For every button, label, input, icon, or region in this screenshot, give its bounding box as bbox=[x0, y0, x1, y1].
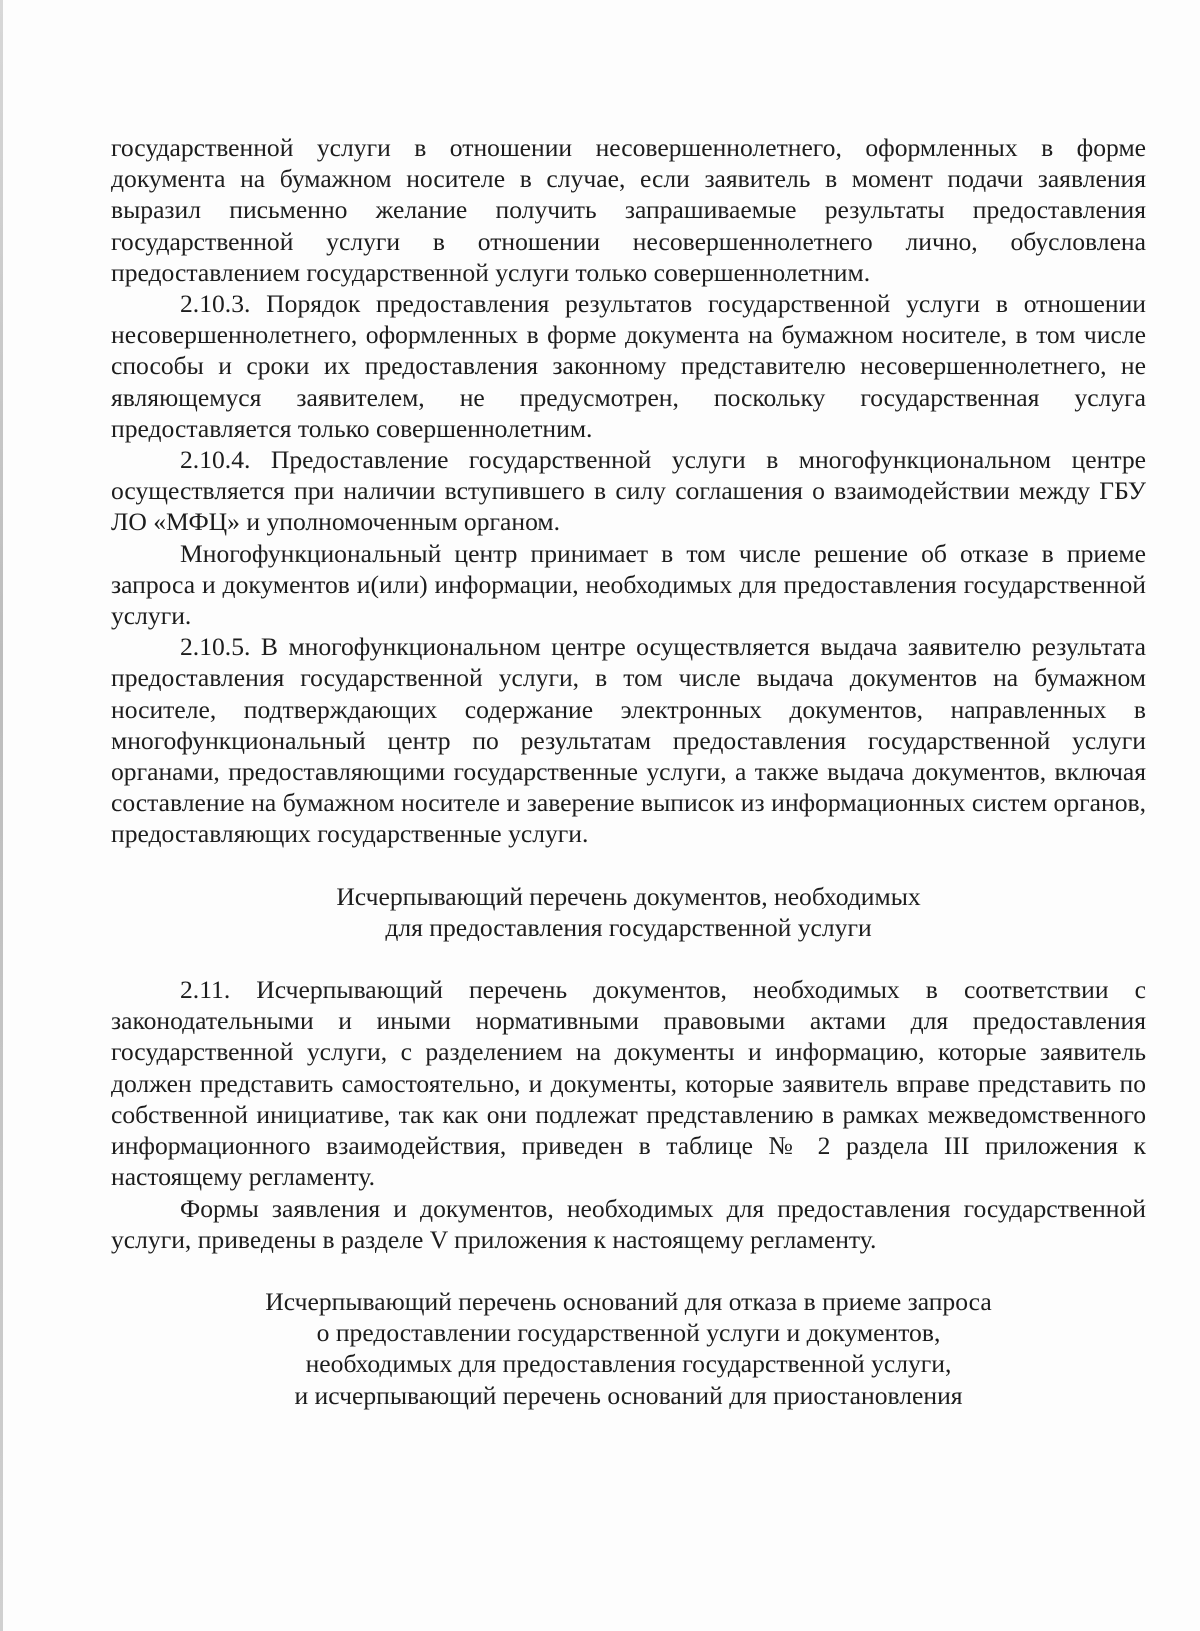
heading-line: Исчерпывающий перечень оснований для отказа в приеме запроса bbox=[265, 1286, 992, 1316]
section-heading-documents bbox=[111, 881, 1146, 943]
paragraph-2-11: 2.11. Исчерпывающий перечень документов, необходимых в соответствии с законодательными и иными нормативными правовыми актами для предоставления государственной услуги, с разделением на документы и информацию, которые заявитель должен представить самостоятельно, и документы, которые заявитель вправе представить по собственной инициативе, так как они подлежат представлению в рамках межведомственного информационного взаимодействия, приведен в таблице № 2 раздела III приложения к настоящему регламенту. bbox=[111, 975, 1146, 1192]
paragraph-mfc-decision: Многофункциональный центр принимает в том числе решение об отказе в приеме запроса и документов и(или) информации, необходимых для предоставления государственной услуги. bbox=[111, 538, 1146, 631]
paragraph-forms: Формы заявления и документов, необходимых для предоставления государственной услуги, приведены в разделе V приложения к настоящему регламенту. bbox=[111, 1193, 1146, 1254]
scan-edge bbox=[0, 0, 3, 1631]
heading-line: для предоставления государственной услуги bbox=[385, 912, 872, 942]
paragraph-continuation: государственной услуги в отношении несовершеннолетнего, оформленных в форме документа на бумажном носителе в случае, если заявитель в момент подачи заявления выразил письменно желание получить запрашиваемые результаты предоставления государственной услуги в отношении несовершеннолетнего лично, обусловлена предоставлением государственной услуги только совершеннолетним. bbox=[111, 133, 1146, 287]
heading-line: необходимых для предоставления государственной услуги, bbox=[305, 1349, 952, 1379]
spacer bbox=[111, 1255, 1146, 1286]
spacer bbox=[111, 943, 1146, 974]
paragraph-2-10-5: 2.10.5. В многофункциональном центре осуществляется выдача заявителю результата предоставления государственной услуги, в том числе выдача документов на бумажном носителе, подтверждающих содержание электронных документов, направленных в многофункциональный центр по результатам предоставления государственной услуги органами, предоставляющими государственные услуги, а также выдача документов, включая составление на бумажном носителе и заверение выписок из информационных систем органов, предоставляющих государственные услуги. bbox=[111, 632, 1146, 849]
spacer bbox=[111, 850, 1146, 881]
heading-line: Исчерпывающий перечень документов, необходимых bbox=[336, 881, 921, 911]
paragraph-2-10-4: 2.10.4. Предоставление государственной услуги в многофункциональном центре осуществляется при наличии вступившего в силу соглашения о взаимодействии между ГБУ ЛО «МФЦ» и уполномоченным органом. bbox=[111, 445, 1146, 537]
document-body bbox=[111, 132, 1146, 1411]
paragraph-2-10-3: 2.10.3. Порядок предоставления результатов государственной услуги в отношении несовершеннолетнего, оформленных в форме документа на бумажном носителе, в том числе способы и сроки их предоставления законному представителю несовершеннолетнего, не являющемуся заявителем, не предусмотрен, поскольку государственная услуга предоставляется только совершеннолетним. bbox=[111, 289, 1146, 443]
heading-line: о предоставлении государственной услуги и документов, bbox=[316, 1318, 941, 1348]
heading-line: и исчерпывающий перечень оснований для приостановления bbox=[294, 1380, 963, 1410]
section-heading-refusal bbox=[111, 1286, 1146, 1411]
